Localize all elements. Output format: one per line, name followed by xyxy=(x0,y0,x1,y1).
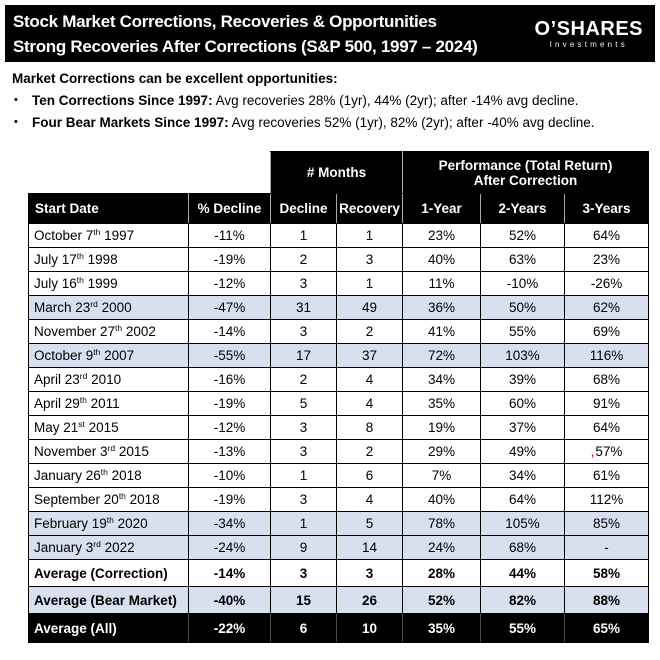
corrections-table xyxy=(28,151,649,643)
value-cell: ,57% xyxy=(565,440,649,464)
ordinal-superscript: st xyxy=(78,419,85,429)
value-cell: 37 xyxy=(337,344,403,368)
value-cell: - xyxy=(565,536,649,560)
value-cell: 14 xyxy=(337,536,403,560)
value-cell: 41% xyxy=(403,320,481,344)
value-cell: 9 xyxy=(271,536,337,560)
column-header-recovery: Recovery xyxy=(337,194,403,224)
table-row xyxy=(29,320,649,344)
value-cell: 35% xyxy=(403,392,481,416)
value-cell: 3 xyxy=(271,320,337,344)
value-cell: 85% xyxy=(565,512,649,536)
column-header-decline: Decline xyxy=(271,194,337,224)
ordinal-superscript: th xyxy=(93,347,101,357)
value-cell: 19% xyxy=(403,416,481,440)
value-cell: 3 xyxy=(271,416,337,440)
start-date-cell: January 3rd 2022 xyxy=(29,536,189,560)
value-cell: 2 xyxy=(271,368,337,392)
performance-group-header: Performance (Total Return) After Correction xyxy=(403,152,649,194)
red-annotation-mark: , xyxy=(590,444,595,459)
start-date-cell: March 23rd 2000 xyxy=(29,296,189,320)
value-cell: 52% xyxy=(403,587,481,614)
value-cell: 58% xyxy=(565,560,649,587)
page-title xyxy=(13,9,477,59)
start-date-cell: November 3rd 2015 xyxy=(29,440,189,464)
start-date-cell: January 26th 2018 xyxy=(29,464,189,488)
months-group-header: # Months xyxy=(271,152,403,194)
start-date-cell: October 7th 1997 xyxy=(29,224,189,248)
value-cell: -19% xyxy=(189,488,271,512)
value-cell: 4 xyxy=(337,392,403,416)
value-cell: 2 xyxy=(271,248,337,272)
value-cell: 1 xyxy=(337,224,403,248)
value-cell: 1 xyxy=(271,512,337,536)
value-cell: 68% xyxy=(481,536,565,560)
intro-section xyxy=(12,71,652,137)
header-banner xyxy=(5,5,655,62)
value-cell: -14% xyxy=(189,560,271,587)
table-average-row xyxy=(29,614,649,643)
value-cell: 55% xyxy=(481,320,565,344)
value-cell: 17 xyxy=(271,344,337,368)
value-cell: 52% xyxy=(481,224,565,248)
ordinal-superscript: th xyxy=(118,491,126,501)
oshares-logo xyxy=(535,19,645,49)
ordinal-superscript: th xyxy=(106,515,114,525)
value-cell: 26 xyxy=(337,587,403,614)
value-cell: 78% xyxy=(403,512,481,536)
value-cell: 29% xyxy=(403,440,481,464)
ordinal-superscript: rd xyxy=(93,539,101,549)
start-date-cell: September 20th 2018 xyxy=(29,488,189,512)
value-cell: 34% xyxy=(403,368,481,392)
value-cell: 68% xyxy=(565,368,649,392)
value-cell: 8 xyxy=(337,416,403,440)
start-date-cell: November 27th 2002 xyxy=(29,320,189,344)
ordinal-superscript: rd xyxy=(107,443,116,453)
value-cell: 40% xyxy=(403,488,481,512)
column-header-pct-decline: % Decline xyxy=(189,194,271,224)
value-cell: 60% xyxy=(481,392,565,416)
column-header-2-years: 2-Years xyxy=(481,194,565,224)
value-cell: 65% xyxy=(565,614,649,643)
value-cell: 50% xyxy=(481,296,565,320)
bullet-corrections xyxy=(12,93,652,108)
value-cell: 11% xyxy=(403,272,481,296)
value-cell: 63% xyxy=(481,248,565,272)
start-date-cell: February 19th 2020 xyxy=(29,512,189,536)
value-cell: 3 xyxy=(271,560,337,587)
value-cell: 23% xyxy=(403,224,481,248)
value-cell: -19% xyxy=(189,392,271,416)
value-cell: 69% xyxy=(565,320,649,344)
column-header-row xyxy=(29,194,649,224)
value-cell: -14% xyxy=(189,320,271,344)
value-cell: 105% xyxy=(481,512,565,536)
value-cell: -34% xyxy=(189,512,271,536)
value-cell: 24% xyxy=(403,536,481,560)
value-cell: 3 xyxy=(337,248,403,272)
column-header-3-years: 3-Years xyxy=(565,194,649,224)
column-header-1-year: 1-Year xyxy=(403,194,481,224)
ordinal-superscript: th xyxy=(93,227,101,237)
value-cell: -40% xyxy=(189,587,271,614)
table-row xyxy=(29,488,649,512)
bullet-icon: • xyxy=(14,94,18,106)
value-cell: -10% xyxy=(189,464,271,488)
average-label-cell: Average (Bear Market) xyxy=(29,587,189,614)
value-cell: 7% xyxy=(403,464,481,488)
value-cell: 34% xyxy=(481,464,565,488)
table-row xyxy=(29,416,649,440)
value-cell: -16% xyxy=(189,368,271,392)
table-row xyxy=(29,512,649,536)
ordinal-superscript: th xyxy=(115,323,123,333)
table-row xyxy=(29,368,649,392)
value-cell: 116% xyxy=(565,344,649,368)
table-row xyxy=(29,272,649,296)
value-cell: 4 xyxy=(337,488,403,512)
page-title-line2: Strong Recoveries After Corrections (S&P 500, 1997 – 2024) xyxy=(13,36,478,56)
value-cell: 62% xyxy=(565,296,649,320)
value-cell: 112% xyxy=(565,488,649,512)
table-row xyxy=(29,392,649,416)
value-cell: -13% xyxy=(189,440,271,464)
table-row xyxy=(29,224,649,248)
ordinal-superscript: rd xyxy=(79,371,88,381)
average-label-cell: Average (All) xyxy=(29,614,189,643)
value-cell: 2 xyxy=(337,440,403,464)
value-cell: -24% xyxy=(189,536,271,560)
table-average-row xyxy=(29,587,649,614)
value-cell: 2 xyxy=(337,320,403,344)
value-cell: -19% xyxy=(189,248,271,272)
value-cell: -22% xyxy=(189,614,271,643)
value-cell: 3 xyxy=(271,488,337,512)
column-header-start-date: Start Date xyxy=(29,194,189,224)
group-header-row xyxy=(29,152,649,194)
value-cell: 28% xyxy=(403,560,481,587)
value-cell: -55% xyxy=(189,344,271,368)
value-cell: 36% xyxy=(403,296,481,320)
value-cell: 39% xyxy=(481,368,565,392)
ordinal-superscript: th xyxy=(79,395,87,405)
value-cell: 6 xyxy=(271,614,337,643)
bullet-text: Four Bear Markets Since 1997: Avg recoveries 52% (1yr), 82% (2yr); after -40% avg decline. xyxy=(32,115,595,130)
value-cell: 91% xyxy=(565,392,649,416)
bullet-bear-markets xyxy=(12,115,652,130)
value-cell: 6 xyxy=(337,464,403,488)
value-cell: 64% xyxy=(481,488,565,512)
value-cell: -10% xyxy=(481,272,565,296)
value-cell: 64% xyxy=(565,224,649,248)
bullet-icon: • xyxy=(14,116,18,128)
value-cell: 1 xyxy=(337,272,403,296)
page-title-line1: Stock Market Corrections, Recoveries & Opportunities xyxy=(13,11,437,31)
value-cell: 23% xyxy=(565,248,649,272)
start-date-cell: October 9th 2007 xyxy=(29,344,189,368)
ordinal-superscript: th xyxy=(76,251,84,261)
logo-wordmark: O’SHARES xyxy=(534,17,643,40)
value-cell: 5 xyxy=(337,512,403,536)
bullet-text: Ten Corrections Since 1997: Avg recoveries 28% (1yr), 44% (2yr); after -14% avg decline. xyxy=(32,93,579,108)
value-cell: 64% xyxy=(565,416,649,440)
value-cell: 5 xyxy=(271,392,337,416)
table-row xyxy=(29,296,649,320)
ordinal-superscript: rd xyxy=(90,299,98,309)
value-cell: -12% xyxy=(189,272,271,296)
average-label-cell: Average (Correction) xyxy=(29,560,189,587)
value-cell: 3 xyxy=(337,560,403,587)
value-cell: 15 xyxy=(271,587,337,614)
value-cell: 37% xyxy=(481,416,565,440)
table-row xyxy=(29,536,649,560)
value-cell: 1 xyxy=(271,464,337,488)
value-cell: 1 xyxy=(271,224,337,248)
value-cell: -12% xyxy=(189,416,271,440)
value-cell: 61% xyxy=(565,464,649,488)
start-date-cell: May 21st 2015 xyxy=(29,416,189,440)
value-cell: 44% xyxy=(481,560,565,587)
start-date-cell: July 17th 1998 xyxy=(29,248,189,272)
value-cell: 35% xyxy=(403,614,481,643)
value-cell: 55% xyxy=(481,614,565,643)
start-date-cell: April 29th 2011 xyxy=(29,392,189,416)
table-row xyxy=(29,248,649,272)
value-cell: -26% xyxy=(565,272,649,296)
header-spacer xyxy=(29,152,271,194)
value-cell: 103% xyxy=(481,344,565,368)
intro-heading: Market Corrections can be excellent opportunities: xyxy=(12,71,338,86)
table-average-row xyxy=(29,560,649,587)
value-cell: 49% xyxy=(481,440,565,464)
ordinal-superscript: th xyxy=(100,467,108,477)
value-cell: 31 xyxy=(271,296,337,320)
start-date-cell: July 16th 1999 xyxy=(29,272,189,296)
table-row xyxy=(29,464,649,488)
value-cell: 88% xyxy=(565,587,649,614)
value-cell: 4 xyxy=(337,368,403,392)
value-cell: 49 xyxy=(337,296,403,320)
start-date-cell: April 23rd 2010 xyxy=(29,368,189,392)
ordinal-superscript: th xyxy=(76,275,84,285)
value-cell: 40% xyxy=(403,248,481,272)
value-cell: 3 xyxy=(271,440,337,464)
value-cell: -47% xyxy=(189,296,271,320)
value-cell: 10 xyxy=(337,614,403,643)
logo-subtitle: Investments xyxy=(549,39,628,49)
table-row xyxy=(29,440,649,464)
table-row xyxy=(29,344,649,368)
value-cell: 82% xyxy=(481,587,565,614)
value-cell: 3 xyxy=(271,272,337,296)
value-cell: -11% xyxy=(189,224,271,248)
value-cell: 72% xyxy=(403,344,481,368)
